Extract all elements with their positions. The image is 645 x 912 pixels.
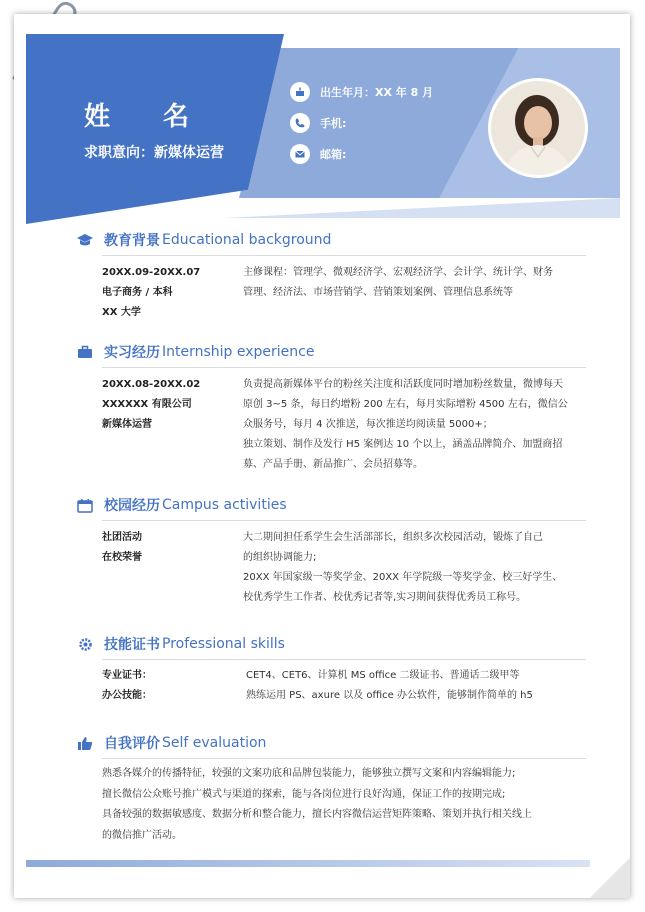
header-strip [224, 198, 620, 218]
section-title-en: Internship experience [162, 344, 315, 360]
text-line: 主修课程：管理学、微观经济学、宏观经济学、会计学、统计学、财务 [243, 267, 553, 278]
education-meta [102, 263, 200, 323]
gear-icon [74, 637, 96, 652]
section-evaluation-title [74, 733, 266, 753]
phone-row [290, 113, 346, 133]
section-skills-title [74, 634, 285, 654]
text-line: 熟练运用 PS、axure 以及 office 办公软件，能够制作简单的 h5 [246, 690, 533, 701]
mail-icon [290, 144, 310, 164]
text-line: 熟悉各媒介的传播特征，较强的文案功底和品牌包装能力，能够独立撰写文案和内容编辑能力; [102, 768, 516, 779]
thumbs-up-icon [74, 736, 96, 751]
section-title-en: Professional skills [162, 636, 285, 652]
section-title-en: Self evaluation [162, 735, 267, 751]
text-line: 原创 3~5 条，每日约增粉 200 左右，每月实际增粉 4500 左右，微信公 [243, 399, 568, 410]
section-title-zh: 校园经历 [104, 498, 160, 514]
campus-label: 社团活动 [102, 532, 142, 543]
text-line: 众服务号，每月 4 次推送，每次推送均阅读量 5000+； [243, 419, 493, 430]
text-line: 的微信推广活动。 [102, 829, 182, 841]
evaluation-text [102, 764, 582, 846]
page-curl [590, 858, 630, 898]
section-title-en: Campus activities [162, 497, 287, 513]
birth-row [290, 82, 433, 102]
divider [102, 520, 586, 521]
phone-icon [290, 113, 310, 133]
avatar [488, 78, 588, 178]
birth-text: 出生年月：XX 年 8 月 [320, 86, 434, 99]
section-internship-title [74, 342, 314, 362]
resume-page [14, 14, 630, 898]
text-line: 负责提高新媒体平台的粉丝关注度和活跃度同时增加粉丝数量，微博每天 [243, 379, 563, 390]
campus-details [243, 528, 588, 608]
phone-text: 手机: [320, 117, 347, 130]
footer-bar [26, 860, 620, 867]
divider [102, 255, 586, 256]
calendar-icon [74, 498, 96, 513]
section-title-zh: 教育背景 [104, 233, 160, 249]
campus-meta [102, 528, 142, 568]
section-title-zh: 自我评价 [104, 736, 160, 752]
section-education-title [74, 230, 331, 250]
divider [102, 659, 586, 660]
intern-date: 20XX.08-20XX.02 [102, 379, 201, 390]
edu-major: 电子商务 / 本科 [102, 287, 173, 298]
text-line: 具备较强的数据敏感度、数据分析和整合能力，擅长内容微信运营矩阵策略、策划并执行相关线上 [102, 809, 532, 820]
edu-school: XX 大学 [102, 307, 141, 318]
email-row [290, 144, 346, 164]
divider [102, 758, 586, 759]
cert-label: 专业证书： [102, 670, 152, 681]
office-label: 办公技能： [102, 690, 152, 701]
section-title-en: Educational background [162, 232, 332, 248]
education-details [243, 263, 588, 303]
text-line: 20XX 年国家级一等奖学金、20XX 年学院级一等奖学金、校三好学生、 [243, 572, 563, 583]
intern-role: 新媒体运营 [102, 419, 152, 430]
job-intent: 求职意向：新媒体运营 [84, 145, 224, 161]
briefcase-icon [74, 345, 96, 359]
honor-label: 在校荣誉 [102, 552, 142, 563]
email-text: 邮箱: [320, 148, 347, 161]
intern-company: XXXXXX 有限公司 [102, 399, 192, 410]
candidate-name: 姓 名 [84, 102, 212, 132]
graduation-cap-icon [74, 233, 96, 247]
text-line: 独立策划、制作及发行 H5 案例达 10 个以上，涵盖品牌简介、加盟商招 [243, 439, 563, 450]
text-line: 校优秀学生工作者、校优秀记者等,实习期间获得优秀员工称号。 [243, 592, 527, 603]
text-line: CET4、CET6、计算机 MS office 二级证书、普通话二级甲等 [246, 670, 520, 681]
text-line: 的组织协调能力; [243, 552, 317, 563]
text-line: 管理、经济法、市场营销学、营销策划案例、管理信息系统等 [243, 287, 513, 298]
text-line: 擅长微信公众账号推广模式与渠道的探索，能与各岗位进行良好沟通，保证工作的按期完成; [102, 788, 506, 800]
edu-date: 20XX.09-20XX.07 [102, 267, 201, 278]
skills-meta [102, 666, 152, 706]
section-campus-title [74, 495, 287, 515]
text-line: 大二期间担任系学生会生活部部长，组织多次校园活动，锻炼了自己 [243, 532, 543, 543]
cake-icon [290, 82, 310, 102]
internship-meta [102, 375, 200, 435]
divider [102, 367, 586, 368]
section-title-zh: 实习经历 [104, 345, 160, 361]
internship-details [243, 375, 588, 475]
section-title-zh: 技能证书 [104, 637, 160, 653]
text-line: 募、产品手册、新品推广、会员招募等。 [243, 459, 423, 470]
skills-details [246, 666, 591, 706]
